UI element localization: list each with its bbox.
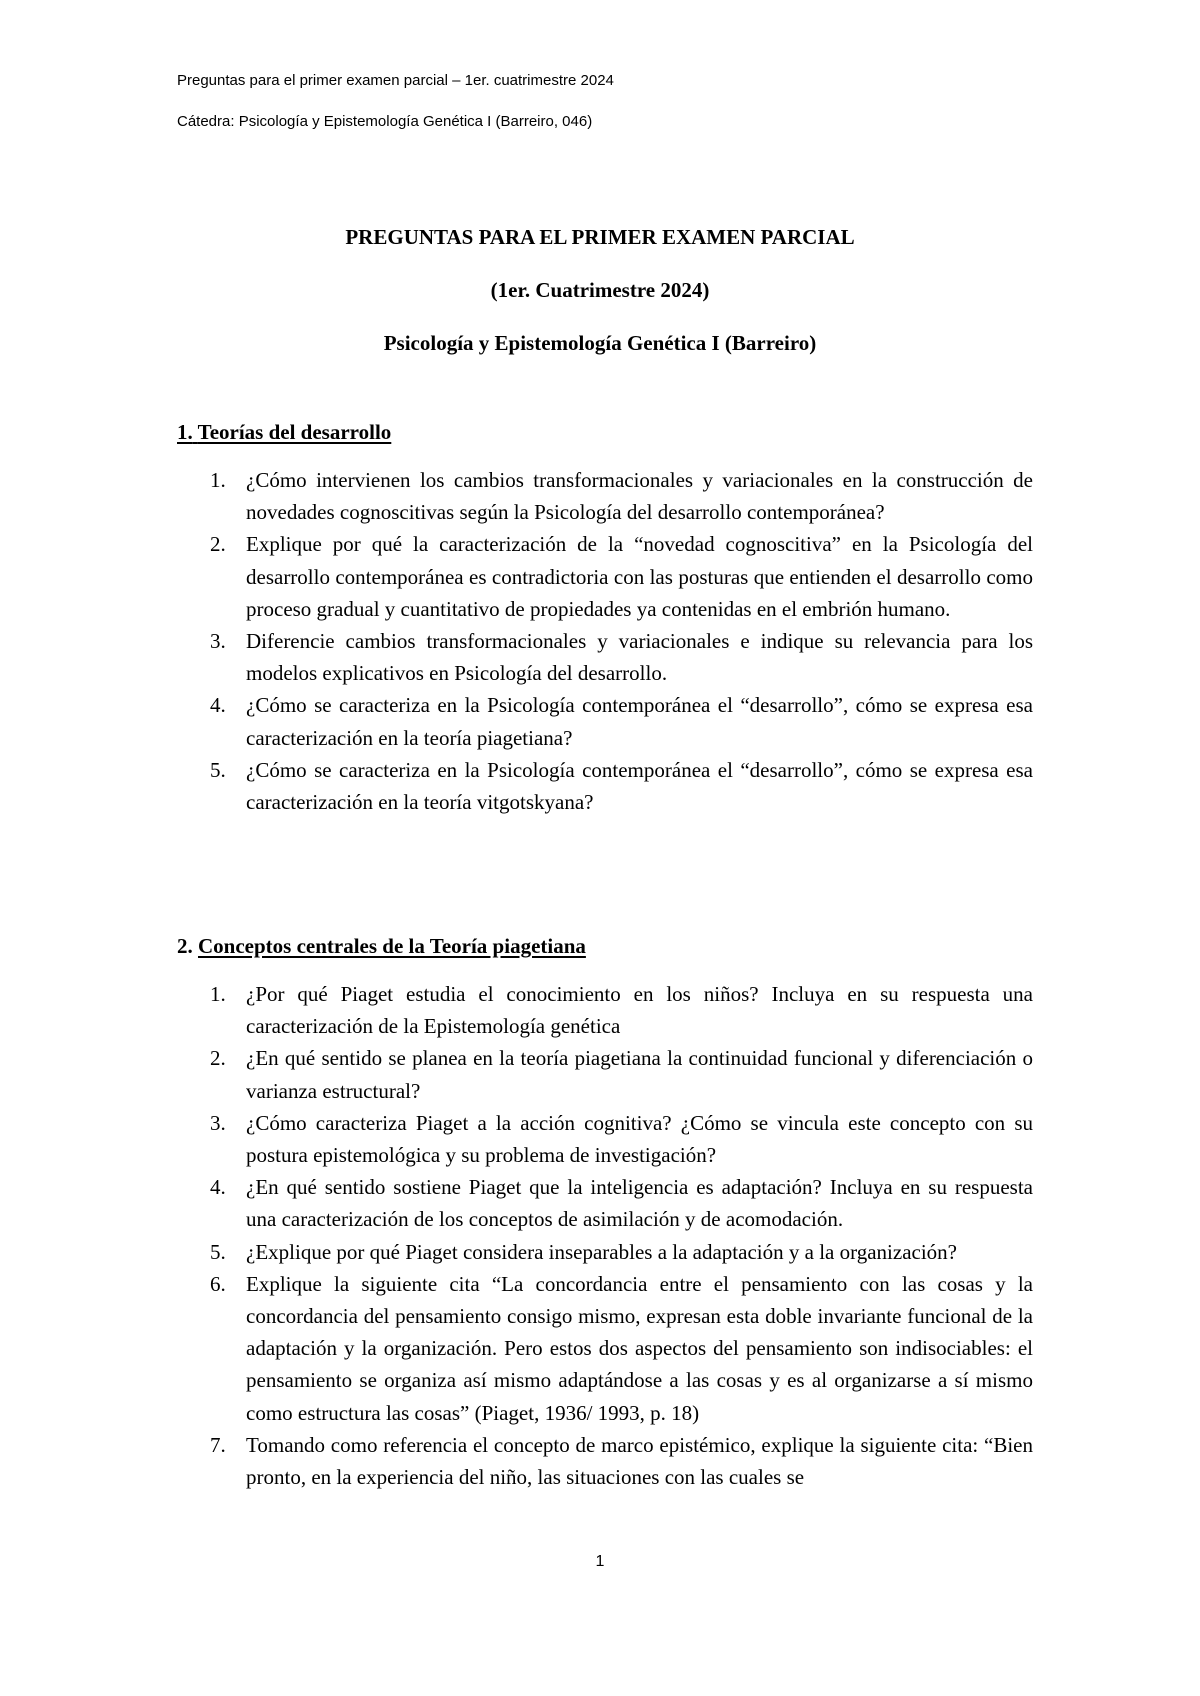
question-number: 1.: [210, 982, 226, 1006]
question-list-1: [177, 464, 1033, 818]
section-heading-1: [177, 420, 391, 445]
question-item: [177, 625, 1033, 689]
question-text: Explique por qué la caracterización de la “novedad cognoscitiva” en la Psicología del desarrollo contemporánea es contradictoria con las posturas que entienden el desarrollo como proceso gradual y cuantitativo de propiedades ya contenidas en el embrión humano.: [246, 532, 1033, 621]
question-number: 5.: [210, 1239, 226, 1264]
question-item: [177, 1171, 1033, 1235]
question-text: Diferencie cambios transformacionales y variacionales e indique su relevancia para los modelos explicativos en Psicología del desarrollo.: [246, 629, 1033, 686]
question-item: [177, 689, 1033, 753]
question-item: [177, 1429, 1033, 1493]
section-number: 1.: [177, 420, 193, 444]
question-list-2: [177, 978, 1033, 1493]
running-header-catedra: Cátedra: Psicología y Epistemología Genética I (Barreiro, 046): [177, 113, 593, 130]
question-number: 4.: [210, 693, 226, 718]
question-text: ¿Cómo caracteriza Piaget a la acción cognitiva? ¿Cómo se vincula este concepto con su postura epistemológica y su problema de investigación?: [246, 1110, 1033, 1168]
question-item: [177, 1042, 1033, 1106]
question-item: [177, 754, 1033, 818]
question-number: 6.: [210, 1271, 226, 1296]
question-item: [177, 1268, 1033, 1429]
question-number: 5.: [210, 757, 226, 782]
question-number: 3.: [210, 629, 226, 654]
question-text: Tomando como referencia el concepto de marco epistémico, explique la siguiente cita: “Bien pronto, en la experiencia del niño, las situaciones con las cuales se: [246, 1432, 1033, 1490]
question-item: [177, 1107, 1033, 1171]
question-number: 3.: [210, 1110, 226, 1135]
question-text: ¿Explique por qué Piaget considera inseparables a la adaptación y a la organización?: [246, 1239, 957, 1264]
document-title: PREGUNTAS PARA EL PRIMER EXAMEN PARCIAL: [345, 225, 855, 249]
question-number: 2.: [210, 1046, 226, 1071]
running-header-title: Preguntas para el primer examen parcial – 1er. cuatrimestre 2024: [177, 72, 614, 89]
question-item: [177, 978, 1033, 1042]
section-title: Conceptos centrales de la Teoría piagetiana: [198, 934, 586, 958]
question-text: ¿En qué sentido sostiene Piaget que la inteligencia es adaptación? Incluya en su respuesta una caracterización de los conceptos de asimilación y de acomodación.: [246, 1175, 1033, 1232]
question-text: Explique la siguiente cita “La concordancia entre el pensamiento con las cosas y la concordancia del pensamiento consigo mismo, expresan esta doble invariante funcional de la adaptación y la organización. Pero estos dos aspectos del pensamiento son indisociables: el pensamiento se organiza así mismo adaptándose a las cosas y es al organizarse a sí mismo como estructura las cosas” (Piaget, 1936/ 1993, p. 18): [246, 1271, 1033, 1425]
question-text: ¿Cómo intervienen los cambios transformacionales y variacionales en la construcción de novedades cognoscitivas según la Psicología del desarrollo contemporánea?: [246, 468, 1033, 525]
question-number: 1.: [210, 468, 226, 492]
question-text: ¿En qué sentido se planea en la teoría piagetiana la continuidad funcional y diferenciación o varianza estructural?: [246, 1046, 1033, 1103]
section-number: 2.: [177, 934, 193, 958]
question-number: 7.: [210, 1432, 226, 1457]
document-subtitle-course: Psicología y Epistemología Genética I (Barreiro): [383, 331, 817, 355]
question-item: [177, 464, 1033, 528]
question-number: 2.: [210, 532, 226, 557]
question-text: ¿Cómo se caracteriza en la Psicología contemporánea el “desarrollo”, cómo se expresa esa caracterización en la teoría vitgotskyana?: [246, 757, 1033, 815]
section-title: Teorías del desarrollo: [197, 420, 392, 444]
question-item: [177, 528, 1033, 625]
document-subtitle-term: (1er. Cuatrimestre 2024): [490, 278, 710, 302]
question-number: 4.: [210, 1175, 226, 1200]
question-item: [177, 1236, 1033, 1268]
section-heading-2: [177, 934, 586, 959]
question-text: ¿Cómo se caracteriza en la Psicología contemporánea el “desarrollo”, cómo se expresa esa caracterización en la teoría piagetiana?: [246, 693, 1033, 750]
page-number: 1: [595, 1553, 605, 1570]
question-text: ¿Por qué Piaget estudia el conocimiento en los niños? Incluya en su respuesta una caracterización de la Epistemología genética: [246, 982, 1033, 1039]
